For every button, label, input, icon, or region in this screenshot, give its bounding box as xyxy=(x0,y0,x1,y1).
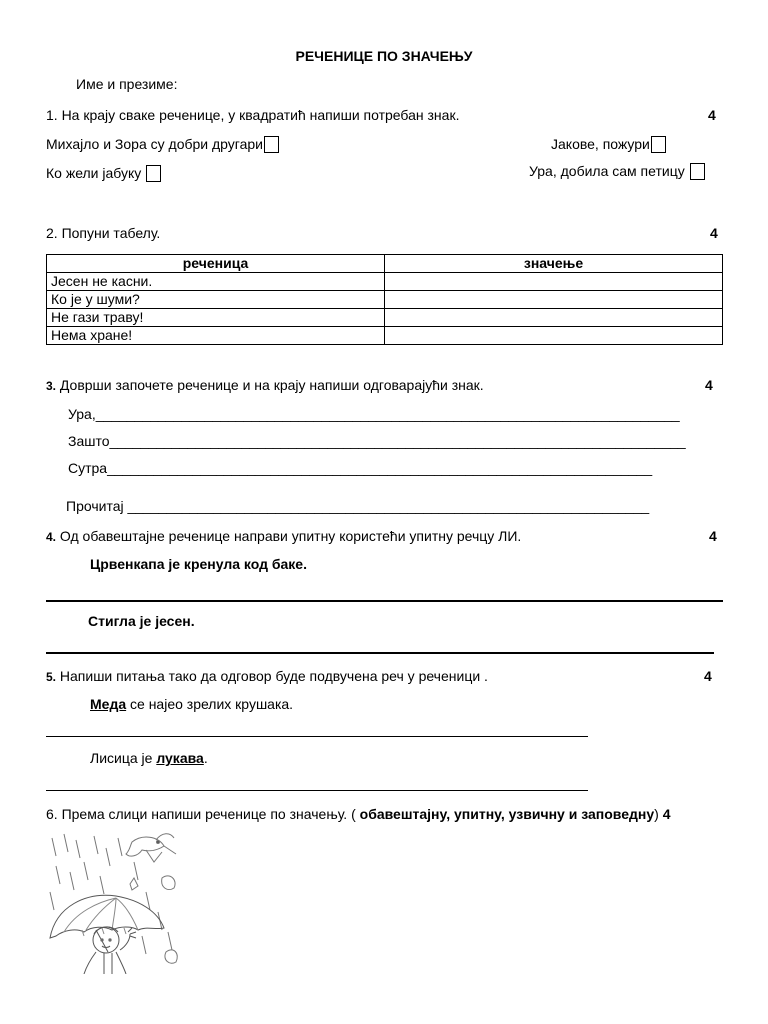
task3-number: 3. xyxy=(46,379,57,393)
task5-sentence-1 xyxy=(90,696,293,712)
task1-sentence-1 xyxy=(46,136,279,153)
completion-line-2[interactable]: Зашто__________________________________________________________________________ xyxy=(68,433,686,449)
completion-line-1[interactable]: Ура,___________________________________________________________________________ xyxy=(68,406,680,422)
task5-text: Напиши питања тако да одговор буде подвучена реч у реченици . xyxy=(56,668,488,684)
sentence-text: Ура, добила сам петицу xyxy=(529,163,685,179)
task1-points: 4 xyxy=(708,107,716,123)
task6-close: ) xyxy=(654,806,659,822)
meaning-table xyxy=(46,254,723,345)
task4-number: 4. xyxy=(46,530,57,544)
task6-points: 4 xyxy=(662,806,671,822)
answer-box[interactable] xyxy=(264,136,279,153)
task1-sentence-3 xyxy=(46,165,161,182)
task5-number: 5. xyxy=(46,670,57,684)
task4-instruction xyxy=(46,528,521,544)
sentence-cell: Не гази траву! xyxy=(47,309,385,327)
task3-points: 4 xyxy=(705,377,713,393)
table-row xyxy=(47,291,723,309)
task1-instruction: 1. На крају сваке реченице, у квадратић напиши потребан знак. xyxy=(46,107,460,123)
answer-box[interactable] xyxy=(690,163,705,180)
task6-text: 6. Према слици напиши реченице по значењу. ( xyxy=(46,806,360,822)
task3-text: Доврши започете реченице и на крају напиши одговарајући знак. xyxy=(56,377,484,393)
table-header-row xyxy=(47,255,723,273)
task5-sentence-2 xyxy=(90,750,208,766)
underlined-word: Меда xyxy=(90,696,127,712)
answer-line[interactable] xyxy=(46,652,714,654)
task6-instruction xyxy=(46,806,670,822)
table-row xyxy=(47,327,723,345)
task3-instruction xyxy=(46,377,484,393)
column-header-sentence: реченица xyxy=(47,255,385,273)
girl-with-umbrella-illustration xyxy=(46,832,182,974)
answer-cell[interactable] xyxy=(385,309,723,327)
sentence-text: Јакове, пожури xyxy=(551,136,650,152)
sentence-text: Ко жели јабуку xyxy=(46,165,142,181)
answer-line[interactable] xyxy=(46,736,588,737)
task2-instruction: 2. Попуни табелу. xyxy=(46,225,161,241)
task4-sentence-1: Црвенкапа је кренула код баке. xyxy=(90,556,307,572)
answer-cell[interactable] xyxy=(385,273,723,291)
sentence-text: Михајло и Зора су добри другари xyxy=(46,136,263,152)
answer-cell[interactable] xyxy=(385,327,723,345)
sentence-cell: Нема хране! xyxy=(47,327,385,345)
sentence-rest: се најео зрелих крушака. xyxy=(126,696,294,712)
sentence-cell: Ко је у шуми? xyxy=(47,291,385,309)
table-row xyxy=(47,273,723,291)
task1-sentence-2 xyxy=(551,136,666,153)
column-header-meaning: значење xyxy=(385,255,723,273)
table-row xyxy=(47,309,723,327)
completion-line-4[interactable]: Прочитај ___________________________________________________________________ xyxy=(66,498,650,514)
name-label: Име и презиме: xyxy=(76,76,178,92)
task1-sentence-4 xyxy=(529,163,705,180)
task5-points: 4 xyxy=(704,668,712,684)
answer-line[interactable] xyxy=(46,600,723,602)
task4-sentence-2: Стигла је јесен. xyxy=(88,613,195,629)
task2-points: 4 xyxy=(710,225,718,241)
answer-cell[interactable] xyxy=(385,291,723,309)
sentence-cell: Јесен не касни. xyxy=(47,273,385,291)
task4-points: 4 xyxy=(709,528,717,544)
sentence-end: . xyxy=(203,750,208,766)
answer-line[interactable] xyxy=(46,790,588,791)
answer-box[interactable] xyxy=(146,165,161,182)
page-title: РЕЧЕНИЦЕ ПО ЗНАЧЕЊУ xyxy=(295,48,473,64)
task5-instruction xyxy=(46,668,488,684)
sentence-start: Лисица је xyxy=(90,750,157,766)
underlined-word: лукава xyxy=(156,750,204,766)
task4-text: Од обавештајне реченице направи упитну користећи упитну речцу ЛИ. xyxy=(56,528,522,544)
completion-line-3[interactable]: Сутра______________________________________________________________________ xyxy=(68,460,653,476)
task6-types: обавештајну, упитну, узвичну и заповедну xyxy=(359,806,655,822)
answer-box[interactable] xyxy=(651,136,666,153)
